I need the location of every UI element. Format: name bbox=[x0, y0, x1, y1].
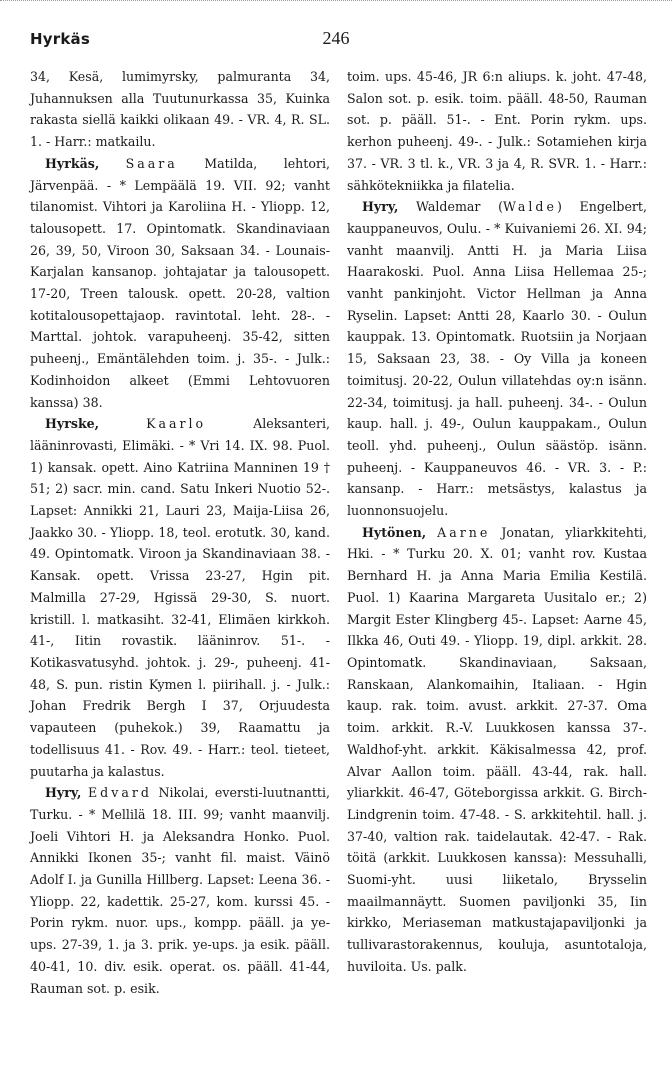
entry-hyry-waldemar bbox=[347, 196, 647, 522]
entry-body: 34, Kesä, lumimyrsky, palmuranta 34, Juhannuksen alla Tuutunurkassa 35, Kuinka rakasta siellä kaikki olikaan 49. - VR. 4, R. SL. 1. - Harr.: matkailu. bbox=[30, 69, 330, 150]
entry-body: toim. ups. 45-46, JR 6:n aliups. k. joht. 47-48, Salon sot. p. esik. toim. pääll. 48-50, Rauman sot. p. pääll. 51-. - Ent. Porin rykm. ups. kerhon puheenj. 49-. - Julk.: Sotamiehen kirja 37. - VR. 3 tl. k., VR. 3 ja 4, R. SVR. 1. - Harr.: sähkötekniikka ja filatelia. bbox=[347, 69, 647, 193]
entry-headword: Hytönen, bbox=[362, 524, 427, 540]
entry-continuation bbox=[30, 66, 330, 153]
entry-given-name: Edvard bbox=[87, 785, 152, 801]
entry-given-name: Walde bbox=[503, 199, 557, 215]
entry-hyry-edvard bbox=[30, 782, 330, 999]
entry-body: Jonatan, yliarkkitehti, Hki. - * Turku 20. X. 01; vanht rov. Kustaa Bernhard H. ja Anna Maria Emilia Kestilä. Puol. 1) Kaarina Margareta Uusitalo er.; 2) Margit Ester Klingberg 45-. Lapset: Aarne 45, Ilkka 46, Outi 49. - Yliopp. 19, dipl. arkkit. 28. Opintomatk. Skandinaviaan, Saksaan, Ranskaan, Alankomaihin, Italiaan. - Hgin kaup. rak. toim. avust. arkkit. 27-37. Oma toim. arkkit. R.-V. Luukkosen kanssa 37-. Waldhof-yht. arkkit. Käkisalmessa 42, prof. Alvar Aallon toim. pääll. 43-44, rak. hall. yliarkkit. 46-47, Göteborgissa arkkit. G. Birch-Lindgrenin toim. 47-48. - S. arkkitehtil. hall. j. 37-40, valtion rak. taidelautak. 42-47. - Rak. töitä (arkkit. Luukkosen kanssa): Messuhalli, Suomi-yht. uusi liiketalo, Brysselin maailmannäytt. Suomen paviljonki 35, Iin kirkko, Meriaseman matkustajapaviljonki ja tullivarastorakennus, kouluja, asuntotaloja, huviloita. Us. palk. bbox=[347, 524, 647, 974]
entry-body: Matilda, lehtori, Järvenpää. - * Lempäälä 19. VII. 92; vanht tilanomist. Vihtori ja Karoliina H. - Yliopp. 12, talousopett. 17. Opintomatk. Skandinaviaan 26, 39, 50, Viroon 30, Saksaan 34. - Lounais-Karjalan kansanop. johtajatar ja talousopett. 17-20, Treen talousk. opett. 20-28, valtion kotitalousopettajaop. ravintotal. leht. 28-. - Marttal. johtok. varapuheenj. 35-42, sitten puheenj., Emäntälehden toim. j. 35-. - Julk.: Kodinhoidon alkeet (Emmi Lehtovuoren kanssa) 38. bbox=[30, 155, 330, 410]
running-head: Hyrkäs bbox=[30, 30, 90, 48]
entry-body: Nikolai, eversti-luutnantti, Turku. - * Mellilä 18. III. 99; vanht maanvilj. Joeli Vihtori H. ja Aleksandra Honko. Puol. Annikki Ikonen 35-; vanht fil. maist. Väinö Adolf I. ja Gunilla Hillberg. Lapset: Leena 36. - Yliopp. 22, kadettik. 25-27, kom. kurssi 45. - Porin rykm. nuor. ups., kompp. pääll. ja ye-ups. 27-39, 1. ja 3. prik. ye-ups. ja esik. pääll. 40-41, 10. div. esik. operat. os. pääll. 41-44, Rauman sot. p. esik. bbox=[30, 785, 330, 996]
left-column bbox=[30, 66, 330, 999]
right-column bbox=[347, 66, 647, 978]
entry-headword: Hyrkäs, bbox=[45, 155, 100, 171]
entry-hyrkas-saara bbox=[30, 153, 330, 413]
entry-given-name: Aarne bbox=[437, 524, 491, 540]
entry-headword: Hyrske, bbox=[45, 416, 100, 432]
top-dotted-rule bbox=[0, 0, 672, 7]
entry-given-name: Kaarlo bbox=[146, 416, 207, 432]
entry-body: ) Engelbert, kauppaneuvos, Oulu. - * Kuivaniemi 26. XI. 94; vanht maanvilj. Antti H. ja Maria Liisa Haarakoski. Puol. Anna Liisa Hellemaa 25-; vanht pankinjoht. Victor Hellman ja Anna Ryselin. Lapset: Antti 28, Kaarlo 30. - Oulun kauppak. 13. Opintomatk. Ruotsiin ja Norjaan 15, Saksaan 23, 38. - Oy Villa ja koneen toimitusj. 20-22, Oulun villatehdas oy:n isänn. 22-34, toimitusj. ja hall. puheenj. 34-. - Oulun kaup. hall. j. 49-, Oulun kauppakam., Oulun teoll. yhd. puheenj., Oulun säästöp. isänn. puheenj. - Kauppaneuvos 46. - VR. 3. - P.: kansanp. - Harr.: metsästys, kalastus ja luonnonsuojelu. bbox=[347, 199, 647, 519]
entry-headword: Hyry, bbox=[362, 199, 399, 215]
page-number: 246 bbox=[322, 28, 350, 48]
entry-hyrske-kaarlo bbox=[30, 413, 330, 782]
entry-hytonen-aarne bbox=[347, 522, 647, 978]
entry-headword: Hyry, bbox=[45, 785, 82, 801]
entry-continuation bbox=[347, 66, 647, 196]
entry-given-lead: Waldemar ( bbox=[398, 199, 504, 215]
entry-given-name: Saara bbox=[125, 155, 178, 171]
entry-body: Aleksanteri, lääninrovasti, Elimäki. - * Vri 14. IX. 98. Puol. 1) kansak. opett. Aino Katriina Manninen 19 † 51; 2) sacr. min. cand. Satu Inkeri Nuotio 52-. Lapset: Annikki 21, Lauri 23, Maija-Liisa 26, Jaakko 30. - Yliopp. 18, teol. erotutk. 30, kand. 49. Opintomatk. Viroon ja Skandinaviaan 38. - Kansak. opett. Vrissa 23-27, Hgin pit. Malmilla 27-29, Hgissä 29-30, S. nuort. kristill. l. matkasiht. 32-41, Elimäen kirkkoh. 41-, Iitin rovastik. lääninrov. 51-. - Kotikasvatusyhd. johtok. j. 29-, puheenj. 41-48, S. pun. ristin Kymen l. piirihall. j. - Julk.: Johan Fredrik Bergh I 37, Orjuudesta vapauteen (puhekok.) 39, Raamattu ja todellisuus 41. - Rov. 49. - Harr.: teol. tieteet, puutarha ja kalastus. bbox=[30, 416, 330, 779]
